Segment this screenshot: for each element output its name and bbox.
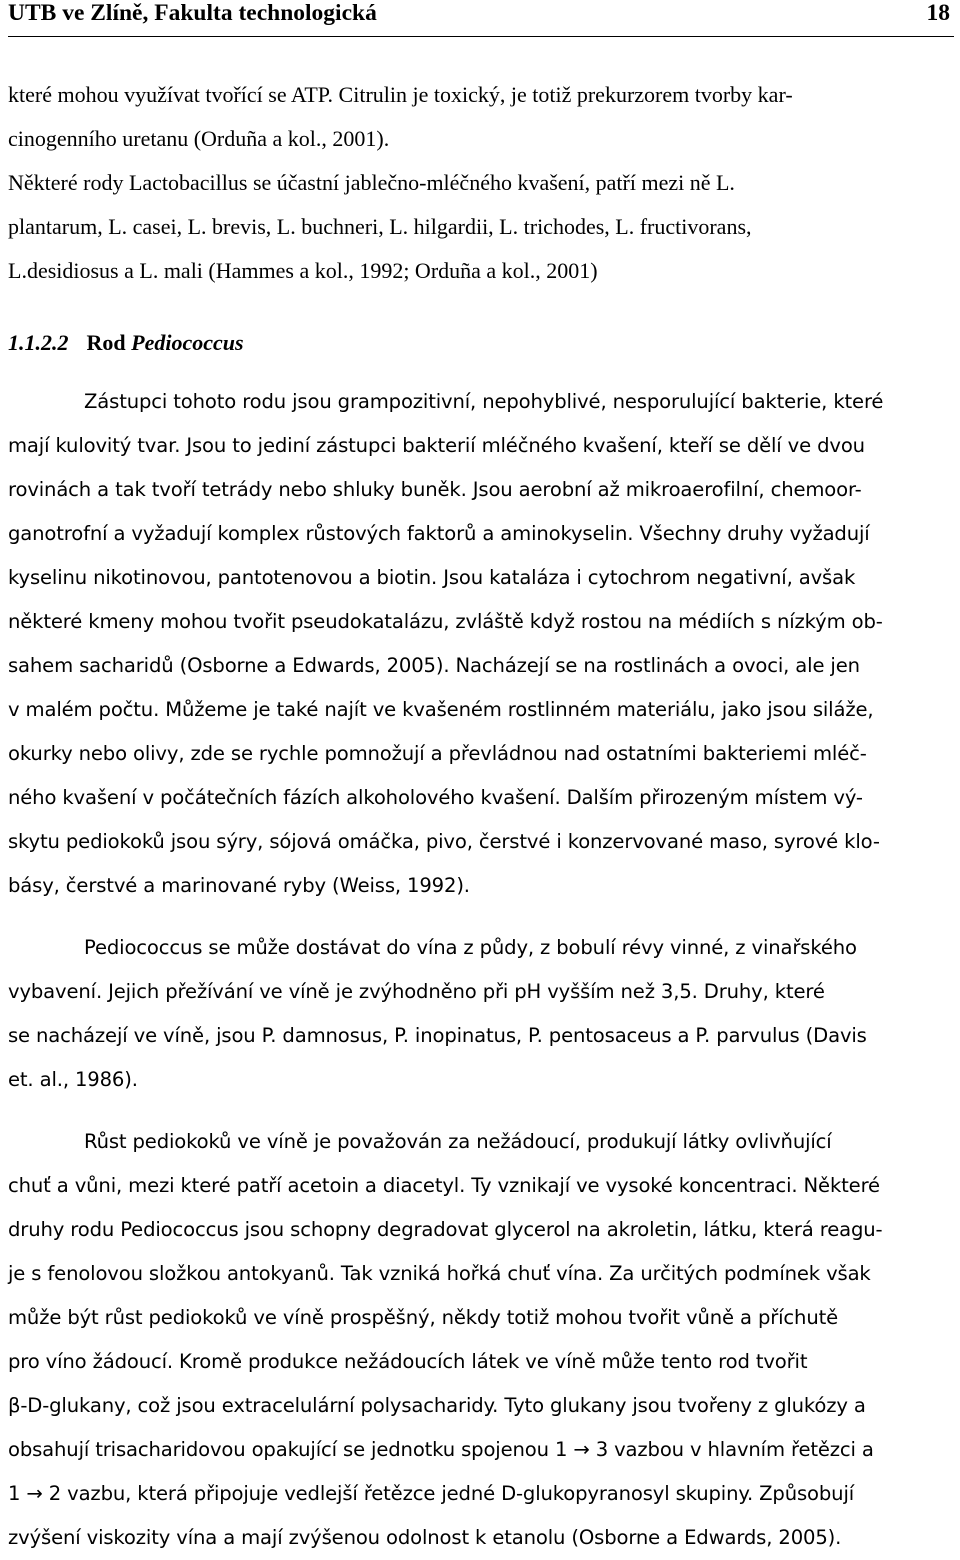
text-line: v malém počtu. Můžeme je také najít ve kvašeném rostlinném materiálu, jako jsou siláže, bbox=[8, 698, 874, 721]
text-line: některé kmeny mohou tvořit pseudokatalázu, zvláště když rostou na médiích s nízkým ob- bbox=[8, 610, 883, 633]
section-genus: Pediococcus bbox=[131, 330, 244, 355]
text-line: et. al., 1986). bbox=[8, 1068, 138, 1091]
text-line: Růst pediokoků ve víně je považován za nežádoucí, produkují látky ovlivňující bbox=[84, 1130, 832, 1153]
text-line: vybavení. Jejich přežívání ve víně je zvýhodněno při pH vyšším než 3,5. Druhy, které bbox=[8, 980, 825, 1003]
text-line: L.desidiosus a L. mali (Hammes a kol., 1992; Orduña a kol., 2001) bbox=[8, 258, 598, 283]
text-line: plantarum, L. casei, L. brevis, L. buchneri, L. hilgardii, L. trichodes, L. fructivorans, bbox=[8, 214, 752, 239]
text-line: pro víno žádoucí. Kromě produkce nežádoucích látek ve víně může tento rod tvořit bbox=[8, 1350, 808, 1373]
text-line: zvýšení viskozity vína a mají zvýšenou odolnost k etanolu (Osborne a Edwards, 2005). bbox=[8, 1526, 842, 1549]
text-line: cinogenního uretanu (Orduña a kol., 2001). bbox=[8, 126, 390, 151]
text-line: ného kvašení v počátečních fázích alkoholového kvašení. Dalším přirozeným místem vý- bbox=[8, 786, 863, 809]
text-line: skytu pediokoků jsou sýry, sójová omáčka, pivo, čerstvé i konzervované maso, syrové klo- bbox=[8, 830, 880, 853]
text-line: sahem sacharidů (Osborne a Edwards, 2005). Nacházejí se na rostlinách a ovoci, ale jen bbox=[8, 654, 860, 677]
text-line: druhy rodu Pediococcus jsou schopny degradovat glycerol na akroletin, látku, která reagu- bbox=[8, 1218, 883, 1241]
text-line: kyselinu nikotinovou, pantotenovou a biotin. Jsou kataláza i cytochrom negativní, avšak bbox=[8, 566, 856, 589]
page-number: 18 bbox=[926, 0, 950, 26]
header-title: UTB ve Zlíně, Fakulta technologická bbox=[8, 0, 377, 26]
text-line: které mohou využívat tvořící se ATP. Citrulin je toxický, je totiž prekurzorem tvorby kar- bbox=[8, 82, 793, 107]
section-heading bbox=[8, 330, 244, 356]
text-line: Některé rody Lactobacillus se účastní jablečno-mléčného kvašení, patří mezi ně L. bbox=[8, 170, 735, 195]
text-line: básy, čerstvé a marinované ryby (Weiss, 1992). bbox=[8, 874, 470, 897]
text-line: chuť a vůni, mezi které patří acetoin a diacetyl. Ty vznikají ve vysoké koncentraci. Některé bbox=[8, 1174, 880, 1197]
text-line: obsahují trisacharidovou opakující se jednotku spojenou 1 → 3 vazbou v hlavním řetězci a bbox=[8, 1438, 874, 1461]
text-line: může být růst pediokoků ve víně prospěšný, někdy totiž mohou tvořit vůně a příchutě bbox=[8, 1306, 839, 1329]
text-line: se nacházejí ve víně, jsou P. damnosus, P. inopinatus, P. pentosaceus a P. parvulus (Davis bbox=[8, 1024, 867, 1047]
text-line: Zástupci tohoto rodu jsou grampozitivní, nepohyblivé, nesporulující bakterie, které bbox=[84, 390, 884, 413]
text-line: ganotrofní a vyžadují komplex růstových faktorů a aminokyselin. Všechny druhy vyžadují bbox=[8, 522, 870, 545]
text-line: β-D-glukany, což jsou extracelulární polysacharidy. Tyto glukany jsou tvořeny z glukózy a bbox=[8, 1394, 866, 1417]
text-line: okurky nebo olivy, zde se rychle pomnožují a převládnou nad ostatními bakteriemi mléč- bbox=[8, 742, 867, 765]
text-line: rovinách a tak tvoří tetrády nebo shluky buněk. Jsou aerobní až mikroaerofilní, chemoor- bbox=[8, 478, 862, 501]
text-line: 1 → 2 vazbu, která připojuje vedlejší řetězce jedné D-glukopyranosyl skupiny. Způsobují bbox=[8, 1482, 855, 1505]
text-line: Pediococcus se může dostávat do vína z půdy, z bobulí révy vinné, z vinařského bbox=[84, 936, 857, 959]
text-line: je s fenolovou složkou antokyanů. Tak vzniká hořká chuť vína. Za určitých podmínek však bbox=[8, 1262, 871, 1285]
text-line: mají kulovitý tvar. Jsou to jediní zástupci bakterií mléčného kvašení, kteří se dělí ve dvou bbox=[8, 434, 865, 457]
section-number: 1.1.2.2 bbox=[8, 330, 69, 355]
page-header bbox=[8, 0, 954, 37]
section-label: Rod bbox=[86, 330, 126, 355]
